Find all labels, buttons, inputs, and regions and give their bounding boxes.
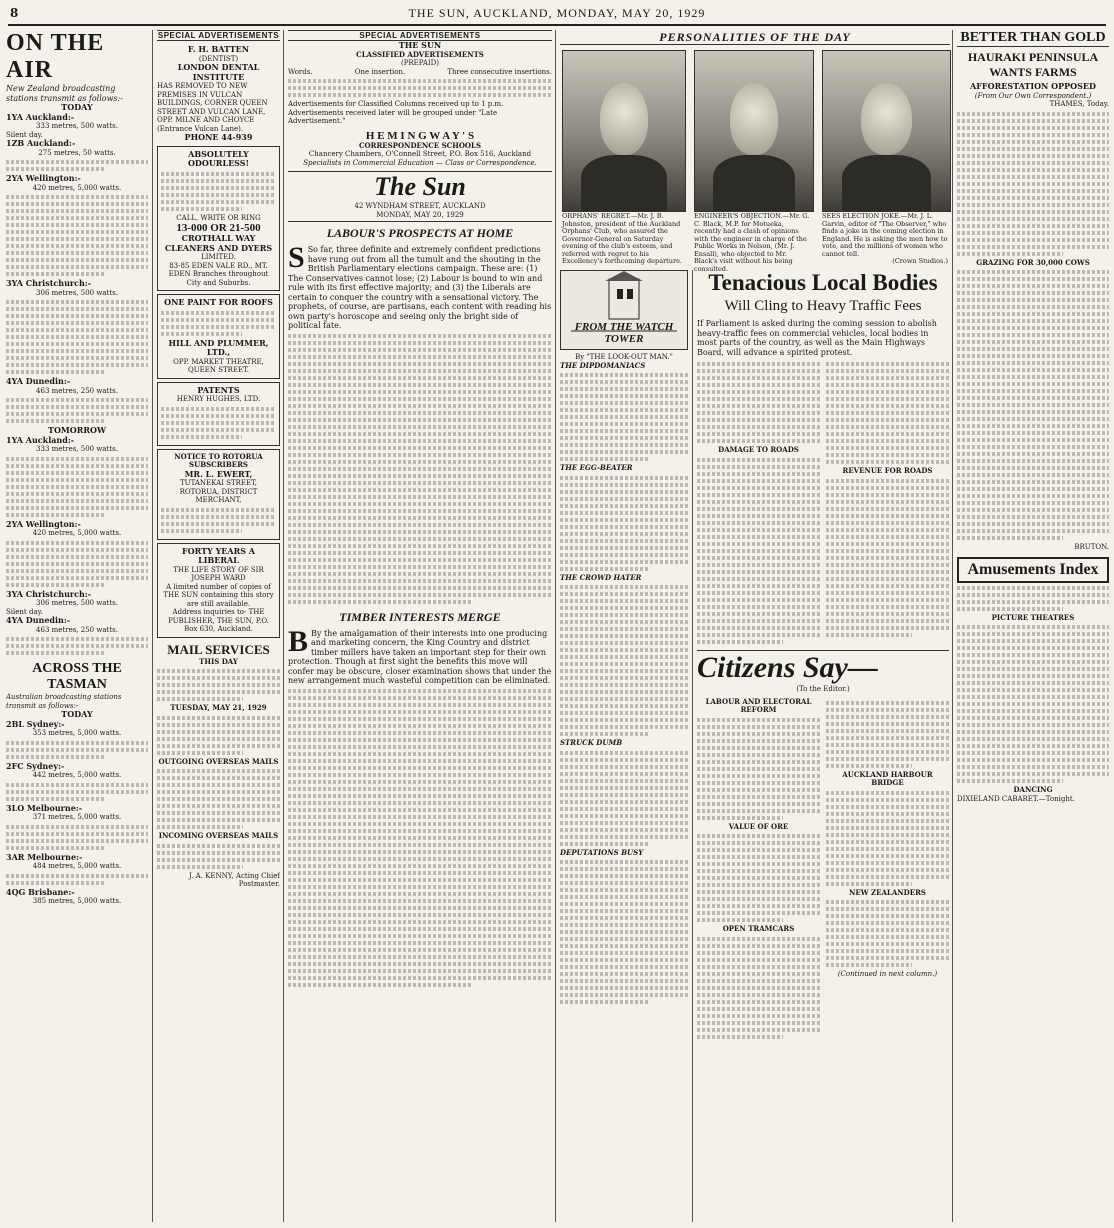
odourless-title: ABSOLUTELY ODOURLESS! xyxy=(187,148,250,168)
crothall-name: CROTHALL WAY CLEANERS AND DYERS xyxy=(164,233,273,253)
station-info: 353 metres, 5,000 watts. xyxy=(32,729,122,737)
portrait-photo xyxy=(694,50,814,212)
tomorrow-heading: TOMORROW xyxy=(48,425,106,435)
tenacious-sub-damage: DAMAGE TO ROADS xyxy=(718,445,799,454)
hemingway-address: Chancery Chambers, O'Connell Street, P.O. Box 516, Auckland xyxy=(308,150,532,158)
column-rule xyxy=(692,270,693,1222)
flag-date: MONDAY, MAY 20, 1929 xyxy=(288,211,552,223)
flag-address: 42 WYNDHAM STREET, AUCKLAND xyxy=(354,202,486,210)
mail-this-day: THIS DAY xyxy=(199,656,238,666)
photo-credit: (Crown Studios.) xyxy=(892,257,948,265)
station-3lo: 3LO Melbourne:- xyxy=(6,802,83,813)
dentist-sub: (DENTIST) xyxy=(198,54,239,63)
editorial-column xyxy=(288,30,552,1222)
timber-lead-text: By the amalgamation of their interests into one producing and marketing concern, the King Country and district timber millers have taken an important step for their own protection. Though at first sight the benefits this move will confer may be obscure, closer examination shows that under the new arrangement much wasteful competition can be eliminated. xyxy=(288,628,552,685)
mail-outgoing: OUTGOING OVERSEAS MAILS xyxy=(158,756,279,766)
station-note: Silent day. xyxy=(6,130,43,139)
forty-years-address: Address inquiries to- THE PUBLISHER, THE SUN, P.O. Box 630, Auckland. xyxy=(168,608,269,633)
timber-title: TIMBER INTERESTS MERGE xyxy=(339,609,501,624)
station-1ya-tomorrow: 1YA Auckland:- xyxy=(6,434,75,445)
patents-title: PATENTS xyxy=(197,384,240,395)
dentist-title: LONDON DENTAL INSTITUTE xyxy=(177,62,260,82)
patents-name: HENRY HUGHES, LTD. xyxy=(176,395,261,403)
masthead xyxy=(8,4,1106,26)
continued-note: (Continued in next column.) xyxy=(837,970,938,978)
classified-sub: (PREPAID) xyxy=(400,59,440,67)
watchtower-sec3: THE CROWD HATER xyxy=(560,572,642,582)
crothall-address: 83-85 EDEN VALE RD., MT. EDEN Branches throughout City and Suburbs. xyxy=(168,261,269,287)
three-insertions: Three consecutive insertions. xyxy=(447,67,552,76)
on-the-air-intro: New Zealand broadcasting stations transmit as follows:- xyxy=(6,84,123,103)
mail-signature: J. A. KENNY, Acting Chief Postmaster. xyxy=(188,871,280,888)
hauraki-signature: BRUTON. xyxy=(1074,543,1109,551)
hill-plummer: HILL AND PLUMMER, LTD., xyxy=(168,337,269,357)
station-info: 385 metres, 5,000 watts. xyxy=(32,897,122,905)
hauraki-banner: BETTER THAN GOLD xyxy=(957,30,1109,47)
today-heading: TODAY xyxy=(61,102,93,112)
station-info: 306 metres, 500 watts. xyxy=(36,288,118,297)
watchtower-sec2: THE EGG-BEATER xyxy=(560,463,633,472)
station-info: 463 metres, 250 watts. xyxy=(36,386,118,395)
masthead-title: THE SUN, AUCKLAND, MONDAY, MAY 20, 1929 xyxy=(408,6,706,20)
hauraki-grazing: GRAZING FOR 30,000 COWS xyxy=(976,257,1090,267)
tasman-intro: Australian broadcasting stations transmit as follows:- xyxy=(6,693,122,710)
station-2ya: 2YA Wellington:- xyxy=(6,173,81,183)
column-rule xyxy=(152,30,153,1222)
citizens-sub: (To the Editor.) xyxy=(796,685,850,693)
rotorua-notice-title: NOTICE TO ROTORUA SUBSCRIBERS xyxy=(174,451,263,469)
station-info: 484 metres, 5,000 watts. xyxy=(32,862,122,870)
tasman-today: TODAY xyxy=(61,709,93,719)
roof-paint-title: ONE PAINT FOR ROOFS xyxy=(164,297,273,307)
hill-address: OPP. MARKET THEATRE, QUEEN STREET. xyxy=(173,357,264,374)
hauraki-title: HAURAKI PENINSULA WANTS FARMS xyxy=(967,50,1099,79)
on-the-air-column xyxy=(6,30,148,1222)
ewert-address: TUTANEKAI STREET, ROTORUA, DISTRICT MERCHANT, xyxy=(179,479,258,504)
classified-header: SPECIAL ADVERTISEMENTS xyxy=(288,30,552,41)
hemingway-tagline: Specialists in Commercial Education — Class or Correspondence. xyxy=(303,158,537,167)
letter-title: VALUE OF ORE xyxy=(728,821,789,831)
call-write-ring: CALL, WRITE OR RING xyxy=(176,213,261,222)
station-1zb: 1ZB Auckland:- xyxy=(6,138,76,148)
tenacious-article xyxy=(697,270,949,647)
watchtower-sec1: THE DIPDOMANIACS xyxy=(560,360,646,370)
station-4ya: 4YA Dunedin:- xyxy=(6,376,71,386)
letter-title: OPEN TRAMCARS xyxy=(722,924,795,933)
station-3ya: 3YA Christchurch:- xyxy=(6,278,92,288)
station-2ya-tomorrow: 2YA Wellington:- xyxy=(6,518,81,529)
portrait-photo xyxy=(562,50,686,212)
station-info: 420 metres, 5,000 watts. xyxy=(32,183,122,192)
dixieland-cabaret: DIXIELAND CABARET.—Tonight. xyxy=(957,794,1075,803)
mail-tuesday: TUESDAY, MAY 21, 1929 xyxy=(170,703,267,712)
one-insertion: One insertion. xyxy=(354,67,406,76)
station-info: 442 metres, 5,000 watts. xyxy=(32,771,122,779)
watchtower-column xyxy=(560,270,688,1222)
watchtower-title: FROM THE WATCH TOWER xyxy=(574,321,674,345)
caption-election-joke: SEES ELECTION JOKE.—Mr. J. L. Garvin, editor of "The Observer," who finds a joke in the coming election in England. He is asking the men how to vote, and the millions of women who cannot tell. xyxy=(822,212,948,258)
citizens-say xyxy=(697,650,949,1042)
station-3ar: 3AR Melbourne:- xyxy=(6,851,83,862)
page-number: 8 xyxy=(10,6,20,20)
letter-title: LABOUR AND ELECTORAL REFORM xyxy=(705,696,812,714)
dentist-body: HAS REMOVED TO NEW PREMISES IN VULCAN BUILDINGS, CORNER QUEEN STREET AND VULCAN LANE, OPP. MILNE AND CHOYCE (Entrance Vulcan Lane). xyxy=(157,82,268,133)
caption-engineer: ENGINEER'S OBJECTION.—Mr. G. C. Black, M.P. for Motueka, recently had a clash of opinions with the engineer in charge of the Public Works in Nelson, (Mr. J. Ensall), who objected to Mr. Black's visit without his being consulted. xyxy=(694,212,810,273)
watchtower-banner xyxy=(560,270,688,350)
watchtower-sec4: STRUCK DUMB xyxy=(560,738,623,747)
letter-title: NEW ZEALANDERS xyxy=(849,887,926,897)
ads-column xyxy=(157,30,280,1222)
station-info: 333 metres, 500 watts. xyxy=(36,445,118,453)
classified-note: Advertisements for Classified Columns received up to 1 p.m. Advertisements received later will be grouped under "Late Advertisement." xyxy=(288,100,504,125)
hemingway-title: H E M I N G W A Y ' S xyxy=(365,129,475,142)
column-rule xyxy=(952,30,953,1222)
classified-title: CLASSIFIED ADVERTISEMENTS xyxy=(356,49,484,59)
tenacious-subtitle: Will Cling to Heavy Traffic Fees xyxy=(724,298,922,314)
portrait-photo xyxy=(822,50,951,212)
picture-theatres: PICTURE THEATRES xyxy=(991,612,1075,622)
tasman-title: ACROSS THE TASMAN xyxy=(32,661,122,692)
on-the-air-title: ON THE AIR xyxy=(6,30,105,83)
mail-incoming: INCOMING OVERSEAS MAILS xyxy=(158,831,279,840)
editorial-title: LABOUR'S PROSPECTS AT HOME xyxy=(326,226,514,240)
hauraki-sub: AFFORESTATION OPPOSED xyxy=(970,81,1096,91)
station-3ya-tomorrow: 3YA Christchurch:- xyxy=(6,588,92,599)
station-info: 333 metres, 500 watts. xyxy=(36,122,118,130)
citizens-title: Citizens Say— xyxy=(697,651,878,684)
classified-paper: THE SUN xyxy=(398,40,442,50)
dentist-name: F. H. BATTEN xyxy=(187,44,250,54)
station-info: 420 metres, 5,000 watts. xyxy=(32,529,122,537)
tenacious-title: Tenacious Local Bodies xyxy=(708,270,938,295)
watchtower-byline: By "THE LOOK-OUT MAN." xyxy=(575,353,673,361)
amusements-title: Amusements Index xyxy=(957,557,1109,583)
station-info: 371 metres, 5,000 watts. xyxy=(32,813,122,821)
tenacious-sub-revenue: REVENUE FOR ROADS xyxy=(842,466,933,475)
sun-flag: The Sun xyxy=(288,171,552,202)
column-rule xyxy=(283,30,284,1222)
ewert-name: MR. L. EWERT, xyxy=(184,468,253,479)
personalities-header: PERSONALITIES OF THE DAY xyxy=(659,30,851,44)
crothall-sub: LIMITED. xyxy=(201,253,236,261)
hauraki-source: (From Our Own Correspondent.) xyxy=(974,91,1092,100)
tenacious-lead: If Parliament is asked during the coming session to abolish heavy-traffic fees on commercial vehicles, local bodies in most parts of the country, as well as the Main Highways Board, will advance a spirited protest. xyxy=(697,319,937,357)
dancing-heading: DANCING xyxy=(1013,785,1053,794)
station-4ya-tomorrow: 4YA Dunedin:- xyxy=(6,615,71,625)
station-1ya: 1YA Auckland:- xyxy=(6,111,75,122)
ads-header: SPECIAL ADVERTISEMENTS xyxy=(157,31,280,40)
editorial-lead-text: So far, three definite and extremely confident predictions have rung out from all the tumult and the shouting in the British Parliamentary elections campaign. These are: (1) The Conservatives cannot lose; (2) Labour is bound to win and rule with its first effective majority; and (3) the Liberals are certain to conquer the country with a sensational victory. The prophets, of course, are partisans, each content with reading his own party's horoscope and seeing only the bright side of political fate. xyxy=(288,245,552,330)
watchtower-sec5: DEPUTATIONS BUSY xyxy=(560,847,644,857)
caption-orphans: ORPHANS' REGRET.—Mr. J. B. Johnston, president of the Auckland Orphans' Club, who assured the Governor-General on Saturday evening of the club's esteem, and referred with regret to his Excellency's forthcoming departure. xyxy=(562,212,682,265)
station-info: 275 metres, 50 watts. xyxy=(38,148,116,157)
station-info: 463 metres, 250 watts. xyxy=(36,625,118,634)
forty-years-title: FORTY YEARS A LIBERAL xyxy=(181,545,256,565)
dentist-phone: PHONE 44-939 xyxy=(184,132,253,142)
forty-years-body: A limited number of copies of THE SUN containing this story are still available. xyxy=(163,582,274,608)
hauraki-dateline: THAMES, Today. xyxy=(1049,100,1109,108)
station-info: 306 metres, 500 watts. xyxy=(36,599,118,607)
forty-years-sub: THE LIFE STORY OF SIR JOSEPH WARD xyxy=(173,565,264,582)
timber-lead: B By the amalgamation of their interests into one producing and marketing concern, the King Country and district timber millers have taken an important step for their own protection. Though at first sight the benefits this move will confer may be obscure, closer examination shows that under the new arrangement much wasteful competition can be eliminated. xyxy=(288,624,552,685)
hemingway-sub: CORRESPONDENCE SCHOOLS xyxy=(358,140,481,150)
station-4qg: 4QG Brisbane:- xyxy=(6,886,75,897)
words-label: Words. xyxy=(288,67,313,76)
station-2fc: 2FC Sydney:- xyxy=(6,760,65,771)
mail-services-title: MAIL SERVICES xyxy=(167,641,270,657)
station-2bl: 2BL Sydney:- xyxy=(6,718,65,729)
editorial-lead: S So far, three definite and extremely confident predictions have rung out from all the tumult and the shouting in the British Parliamentary elections campaign. These are: (1) The Conservatives cannot lose; (2) Labour is bound to win and rule with its first effective majority; and (3) the Liberals are certain to conquer the country with a sensational victory. The prophets, of course, are partisans, each content with reading his own party's horoscope and seeing only the bright side of political fate. xyxy=(288,241,552,330)
letter-title: AUCKLAND HARBOUR BRIDGE xyxy=(842,769,933,787)
phone-numbers: 13-000 OR 21-500 xyxy=(176,222,261,234)
hauraki-column xyxy=(957,30,1109,1222)
personalities-header-bar xyxy=(560,30,950,45)
station-note: Silent day. xyxy=(6,607,43,616)
column-rule xyxy=(555,30,556,1222)
